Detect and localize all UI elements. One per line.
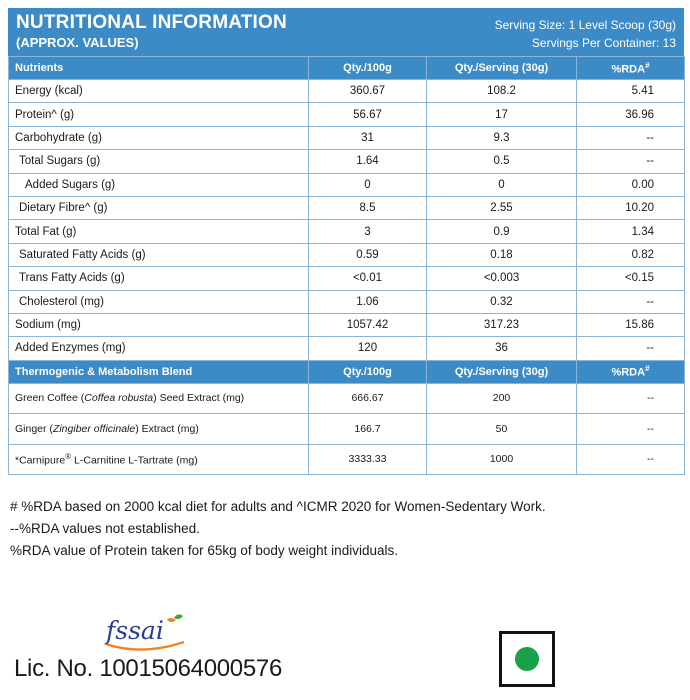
nutrient-name: Added Enzymes (mg)	[9, 337, 309, 360]
table-header-row	[9, 360, 685, 383]
rda-value: --	[577, 383, 685, 414]
nutrient-name: Energy (kcal)	[9, 80, 309, 103]
nutrient-name: Added Sugars (g)	[9, 173, 309, 196]
ingredient-name-part: Green Coffee (	[15, 392, 85, 405]
qty-per-100g: 8.5	[309, 196, 427, 219]
column-header: Qty./Serving (30g)	[427, 57, 577, 80]
nutrient-name: Total Fat (g)	[9, 220, 309, 243]
column-header: Qty./100g	[309, 57, 427, 80]
rda-value: 0.82	[577, 243, 685, 266]
qty-per-100g: 166.7	[309, 414, 427, 445]
ingredient-botanical-name: Coffea robusta	[84, 392, 154, 405]
table-header-row	[9, 57, 685, 80]
registered-mark: ®	[65, 452, 72, 462]
qty-per-100g: <0.01	[309, 267, 427, 290]
column-header: Nutrients	[9, 57, 309, 80]
table-row	[9, 444, 685, 475]
ingredient-name	[9, 444, 309, 475]
table-row	[9, 243, 685, 266]
rda-value: 36.96	[577, 103, 685, 126]
column-header: Qty./100g	[309, 360, 427, 383]
rda-value: --	[577, 444, 685, 475]
table-row	[9, 126, 685, 149]
ingredient-name-part: *Carnipure	[15, 454, 66, 467]
svg-text:fssai: fssai	[106, 616, 164, 645]
nutrient-name: Cholesterol (mg)	[9, 290, 309, 313]
column-header: Thermogenic & Metabolism Blend	[9, 360, 309, 383]
rda-value: --	[577, 290, 685, 313]
qty-per-100g: 56.67	[309, 103, 427, 126]
nutrient-name: Dietary Fibre^ (g)	[9, 196, 309, 219]
qty-per-serving: 50	[427, 414, 577, 445]
nutrient-name: Sodium (mg)	[9, 313, 309, 336]
footnote: %RDA value of Protein taken for 65kg of body weight individuals.	[10, 543, 398, 558]
qty-per-serving: 0.32	[427, 290, 577, 313]
footnote: # %RDA based on 2000 kcal diet for adults and ^ICMR 2020 for Women-Sedentary Work.	[10, 499, 546, 514]
qty-per-100g: 1.06	[309, 290, 427, 313]
servings-per-container: Servings Per Container: 13	[531, 36, 676, 50]
ingredient-name-part: ) Seed Extract (mg)	[153, 392, 245, 405]
panel-subtitle: (APPROX. VALUES)	[16, 35, 139, 50]
nutrient-name: Trans Fatty Acids (g)	[9, 267, 309, 290]
rda-value: --	[577, 150, 685, 173]
ingredient-name-part: Ginger (	[15, 422, 53, 435]
table-row	[9, 103, 685, 126]
rda-value: --	[577, 337, 685, 360]
qty-per-100g: 31	[309, 126, 427, 149]
qty-per-serving: 0.9	[427, 220, 577, 243]
qty-per-100g: 0.59	[309, 243, 427, 266]
rda-value: 0.00	[577, 173, 685, 196]
qty-per-serving: 17	[427, 103, 577, 126]
table-row	[9, 220, 685, 243]
qty-per-serving: 0.18	[427, 243, 577, 266]
column-header: %RDA#	[577, 57, 685, 80]
qty-per-serving: <0.003	[427, 267, 577, 290]
qty-per-serving: 108.2	[427, 80, 577, 103]
rda-value: 15.86	[577, 313, 685, 336]
rda-value: --	[577, 414, 685, 445]
qty-per-serving: 2.55	[427, 196, 577, 219]
rda-value: 1.34	[577, 220, 685, 243]
rda-value: <0.15	[577, 267, 685, 290]
qty-per-100g: 1057.42	[309, 313, 427, 336]
qty-per-100g: 666.67	[309, 383, 427, 414]
qty-per-100g: 0	[309, 173, 427, 196]
qty-per-100g: 3333.33	[309, 444, 427, 475]
qty-per-100g: 120	[309, 337, 427, 360]
fssai-logo	[104, 612, 194, 659]
column-header: Qty./Serving (30g)	[427, 360, 577, 383]
qty-per-serving: 200	[427, 383, 577, 414]
ingredient-name-part: ) Extract (mg)	[135, 422, 199, 435]
nutrient-name: Protein^ (g)	[9, 103, 309, 126]
qty-per-serving: 0.5	[427, 150, 577, 173]
veg-dot	[515, 647, 539, 671]
ingredient-botanical-name: Zingiber officinale	[52, 422, 136, 435]
rda-value: 5.41	[577, 80, 685, 103]
footnote: --%RDA values not established.	[10, 521, 200, 536]
table-row	[9, 383, 685, 414]
nutrient-name: Saturated Fatty Acids (g)	[9, 243, 309, 266]
nutrient-name: Carbohydrate (g)	[9, 126, 309, 149]
serving-size: Serving Size: 1 Level Scoop (30g)	[494, 18, 676, 32]
qty-per-serving: 317.23	[427, 313, 577, 336]
qty-per-serving: 0	[427, 173, 577, 196]
footnotes	[10, 496, 546, 562]
table-row	[9, 173, 685, 196]
license-number: Lic. No. 10015064000576	[14, 655, 282, 682]
table-row	[9, 290, 685, 313]
panel-title: NUTRITIONAL INFORMATION	[16, 12, 287, 33]
table-row	[9, 80, 685, 103]
qty-per-100g: 1.64	[309, 150, 427, 173]
rda-value: --	[577, 126, 685, 149]
veg-mark-icon	[499, 631, 555, 687]
qty-per-serving: 1000	[427, 444, 577, 475]
rda-value: 10.20	[577, 196, 685, 219]
qty-per-serving: 9.3	[427, 126, 577, 149]
qty-per-serving: 36	[427, 337, 577, 360]
nutrient-name: Total Sugars (g)	[9, 150, 309, 173]
table-row	[9, 414, 685, 445]
table-row	[9, 150, 685, 173]
qty-per-100g: 3	[309, 220, 427, 243]
nutrition-panel	[8, 8, 684, 475]
qty-per-100g: 360.67	[309, 80, 427, 103]
ingredient-name-part: L-Carnitine L-Tartrate (mg)	[71, 454, 198, 467]
ingredient-name	[9, 414, 309, 445]
table-row	[9, 196, 685, 219]
table-row	[9, 337, 685, 360]
column-header: %RDA#	[577, 360, 685, 383]
ingredient-name	[9, 383, 309, 414]
nutrition-table	[8, 56, 685, 475]
panel-header	[8, 8, 684, 56]
table-row	[9, 267, 685, 290]
table-row	[9, 313, 685, 336]
